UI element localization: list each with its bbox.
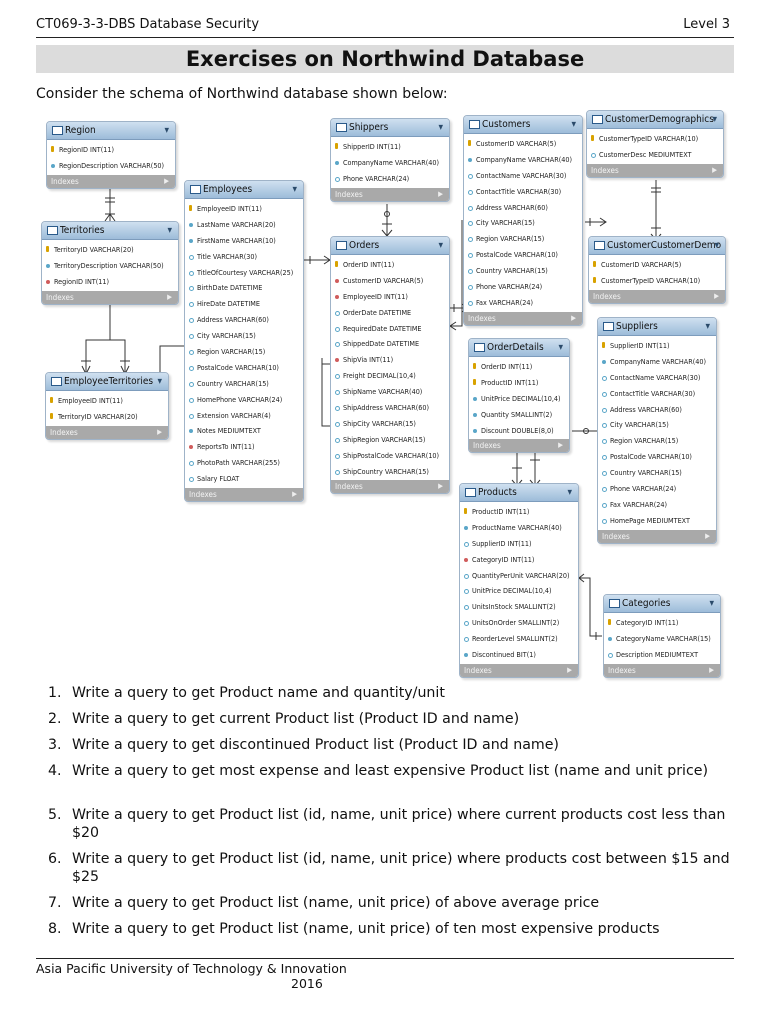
table-employee-territories [45,372,169,440]
column: HireDate DATETIME [185,296,303,312]
foreign-key-column: ReportsTo INT(11) [185,439,303,455]
column: Phone VARCHAR(24) [331,171,449,187]
question-number: 4. [48,763,62,779]
question-number: 3. [48,737,62,753]
primary-key-column: SupplierID INT(11) [598,338,716,354]
table-territories [41,221,179,305]
table-orders [330,236,450,494]
column: CompanyName VARCHAR(40) [598,354,716,370]
table-products [459,483,579,678]
indexes-bar[interactable]: Indexes ▶ [469,439,569,452]
column: Address VARCHAR(60) [598,402,716,418]
table-order-details [468,338,570,453]
footer-year: 2016 [291,976,323,991]
table-title: Shippers ▾ [331,119,449,137]
primary-key-column: ProductID INT(11) [460,504,578,520]
column-list [464,134,582,312]
column: QuantityPerUnit VARCHAR(20) [460,568,578,584]
indexes-bar[interactable]: Indexes ▶ [185,488,303,501]
header-rule [36,37,734,38]
table-title: Products ▾ [460,484,578,502]
question-item [48,920,737,938]
column: ShippedDate DATETIME [331,336,449,352]
column-list [42,240,178,291]
question-item [48,762,737,780]
indexes-bar[interactable]: Indexes ▶ [46,426,168,439]
rel-employees-empterritories [160,346,184,374]
column: PostalCode VARCHAR(10) [185,360,303,376]
table-suppliers [597,317,717,544]
column: Quantity SMALLINT(2) [469,407,569,423]
footer-rule [36,958,734,959]
column: City VARCHAR(15) [464,215,582,231]
indexes-bar[interactable]: Indexes ▶ [604,664,720,677]
rel-customers-orders [450,220,462,326]
question-text: Write a query to get current Product list (Product ID and name) [72,711,520,727]
indexes-bar[interactable]: Indexes ▶ [331,188,449,201]
column: SupplierID INT(11) [460,536,578,552]
question-number: 8. [48,921,62,937]
question-number: 2. [48,711,62,727]
column: Country VARCHAR(15) [185,376,303,392]
indexes-bar[interactable]: Indexes ▶ [587,164,723,177]
primary-key-column: TerritoryID VARCHAR(20) [46,409,168,425]
column: CompanyName VARCHAR(40) [331,155,449,171]
question-item [48,894,737,912]
column: Freight DECIMAL(10,4) [331,368,449,384]
page-title: Exercises on Northwind Database [36,45,734,73]
table-customer-demographics [586,110,724,178]
foreign-key-column: EmployeeID INT(11) [331,289,449,305]
question-text: Write a query to get Product list (id, name, unit price) where current products cost less than $20 [72,807,726,841]
column: Fax VARCHAR(24) [464,295,582,311]
er-diagram [30,108,730,688]
question-text: Write a query to get Product name and quantity/unit [72,685,445,701]
column: Phone VARCHAR(24) [464,279,582,295]
column-list [589,255,725,290]
column: City VARCHAR(15) [185,328,303,344]
column: ContactName VARCHAR(30) [464,168,582,184]
indexes-bar[interactable]: Indexes ▶ [331,480,449,493]
question-text: Write a query to get most expense and least expensive Product list (name and unit price) [72,763,709,779]
table-title: CustomerDemographics ▾ [587,111,723,129]
primary-key-column: CustomerID VARCHAR(5) [464,136,582,152]
question-number: 5. [48,807,62,823]
question-text: Write a query to get Product list (name, unit price) of ten most expensive products [72,921,660,937]
indexes-bar[interactable]: Indexes ▶ [589,290,725,303]
primary-key-column: CustomerTypeID VARCHAR(10) [587,131,723,147]
primary-key-column: RegionID INT(11) [47,142,175,158]
column: LastName VARCHAR(20) [185,217,303,233]
table-title: Customers ▾ [464,116,582,134]
column-list [46,391,168,426]
primary-key-column: OrderID INT(11) [469,359,569,375]
foreign-key-column: RegionID INT(11) [42,274,178,290]
column: PostalCode VARCHAR(10) [598,449,716,465]
table-title: Region ▾ [47,122,175,140]
primary-key-column: ShipperID INT(11) [331,139,449,155]
table-title: Employees ▾ [185,181,303,199]
indexes-bar[interactable]: Indexes ▶ [42,291,178,304]
question-number: 6. [48,851,62,867]
table-categories [603,594,721,678]
course-code: CT069-3-3-DBS Database Security [36,17,260,32]
column: OrderDate DATETIME [331,305,449,321]
column: ShipPostalCode VARCHAR(10) [331,448,449,464]
column: Extension VARCHAR(4) [185,408,303,424]
foreign-key-column: CategoryID INT(11) [460,552,578,568]
column-list [587,129,723,164]
column: ShipCountry VARCHAR(15) [331,464,449,480]
column-list [331,137,449,188]
question-item [48,684,737,702]
column: TitleOfCourtesy VARCHAR(25) [185,265,303,281]
column: CustomerDesc MEDIUMTEXT [587,147,723,163]
table-region [46,121,176,189]
question-item [48,710,737,728]
column-list [47,140,175,175]
column: Discontinued BIT(1) [460,647,578,663]
column: Fax VARCHAR(24) [598,497,716,513]
column: Address VARCHAR(60) [464,200,582,216]
column-list [598,336,716,530]
column-list [460,502,578,664]
indexes-bar[interactable]: Indexes ▶ [464,312,582,325]
primary-key-column: ProductID INT(11) [469,375,569,391]
column: CategoryName VARCHAR(15) [604,631,720,647]
column: HomePhone VARCHAR(24) [185,392,303,408]
question-text: Write a query to get Product list (name, unit price) of above average price [72,895,600,911]
column: UnitsInStock SMALLINT(2) [460,599,578,615]
table-customers [463,115,583,326]
table-employees [184,180,304,502]
table-title: Orders ▾ [331,237,449,255]
column: ContactTitle VARCHAR(30) [464,184,582,200]
table-title: Suppliers ▾ [598,318,716,336]
rel-territories-empterritories [86,304,125,374]
primary-key-column: EmployeeID INT(11) [46,393,168,409]
question-item [48,850,737,886]
column-list [469,357,569,439]
column-list [185,199,303,488]
primary-key-column: EmployeeID INT(11) [185,201,303,217]
column: Notes MEDIUMTEXT [185,423,303,439]
column: UnitsOnOrder SMALLINT(2) [460,615,578,631]
primary-key-column: CustomerTypeID VARCHAR(10) [589,273,725,289]
table-title: Categories ▾ [604,595,720,613]
table-title: CustomerCustomerDemo ▾ [589,237,725,255]
column: ReorderLevel SMALLINT(2) [460,631,578,647]
column: PhotoPath VARCHAR(255) [185,455,303,471]
table-customer-customer-demo [588,236,726,304]
column: Region VARCHAR(15) [464,231,582,247]
column: Region VARCHAR(15) [598,433,716,449]
column: ShipAddress VARCHAR(60) [331,400,449,416]
column: ShipName VARCHAR(40) [331,384,449,400]
primary-key-column: CategoryID INT(11) [604,615,720,631]
foreign-key-column: CustomerID VARCHAR(5) [331,273,449,289]
column: BirthDate DATETIME [185,280,303,296]
rel-products-categories [579,578,602,636]
column: City VARCHAR(15) [598,417,716,433]
column: Title VARCHAR(30) [185,249,303,265]
primary-key-column: CustomerID VARCHAR(5) [589,257,725,273]
column: FirstName VARCHAR(10) [185,233,303,249]
question-number: 7. [48,895,62,911]
primary-key-column: TerritoryID VARCHAR(20) [42,242,178,258]
column: UnitPrice DECIMAL(10,4) [469,391,569,407]
column: ContactTitle VARCHAR(30) [598,386,716,402]
column: RegionDescription VARCHAR(50) [47,158,175,174]
table-title: OrderDetails ▾ [469,339,569,357]
column: Discount DOUBLE(8,0) [469,423,569,439]
column: CompanyName VARCHAR(40) [464,152,582,168]
column: Phone VARCHAR(24) [598,481,716,497]
foreign-key-column: ShipVia INT(11) [331,352,449,368]
level-label: Level 3 [683,17,730,32]
question-item [48,736,737,754]
question-text: Write a query to get discontinued Product list (Product ID and name) [72,737,559,753]
column: Description MEDIUMTEXT [604,647,720,663]
column: Salary FLOAT [185,471,303,487]
column: ProductName VARCHAR(40) [460,520,578,536]
column: Region VARCHAR(15) [185,344,303,360]
table-title: Territories ▾ [42,222,178,240]
table-title: EmployeeTerritories ▾ [46,373,168,391]
primary-key-column: OrderID INT(11) [331,257,449,273]
table-shippers [330,118,450,202]
column: TerritoryDescription VARCHAR(50) [42,258,178,274]
question-text: Write a query to get Product list (id, name, unit price) where products cost between $15 and $25 [72,851,730,885]
indexes-bar[interactable]: Indexes ▶ [47,175,175,188]
question-number: 1. [48,685,62,701]
column: ShipCity VARCHAR(15) [331,416,449,432]
column: ShipRegion VARCHAR(15) [331,432,449,448]
question-item [48,806,737,842]
column: RequiredDate DATETIME [331,321,449,337]
column: UnitPrice DECIMAL(10,4) [460,583,578,599]
column-list [604,613,720,664]
column: Country VARCHAR(15) [598,465,716,481]
column: Address VARCHAR(60) [185,312,303,328]
intro-text: Consider the schema of Northwind database shown below: [36,86,448,102]
footer-institution: Asia Pacific University of Technology & Innovation [36,961,347,976]
column: HomePage MEDIUMTEXT [598,513,716,529]
indexes-bar[interactable]: Indexes ▶ [598,530,716,543]
column-list [331,255,449,480]
column: PostalCode VARCHAR(10) [464,247,582,263]
column: Country VARCHAR(15) [464,263,582,279]
indexes-bar[interactable]: Indexes ▶ [460,664,578,677]
column: ContactName VARCHAR(30) [598,370,716,386]
